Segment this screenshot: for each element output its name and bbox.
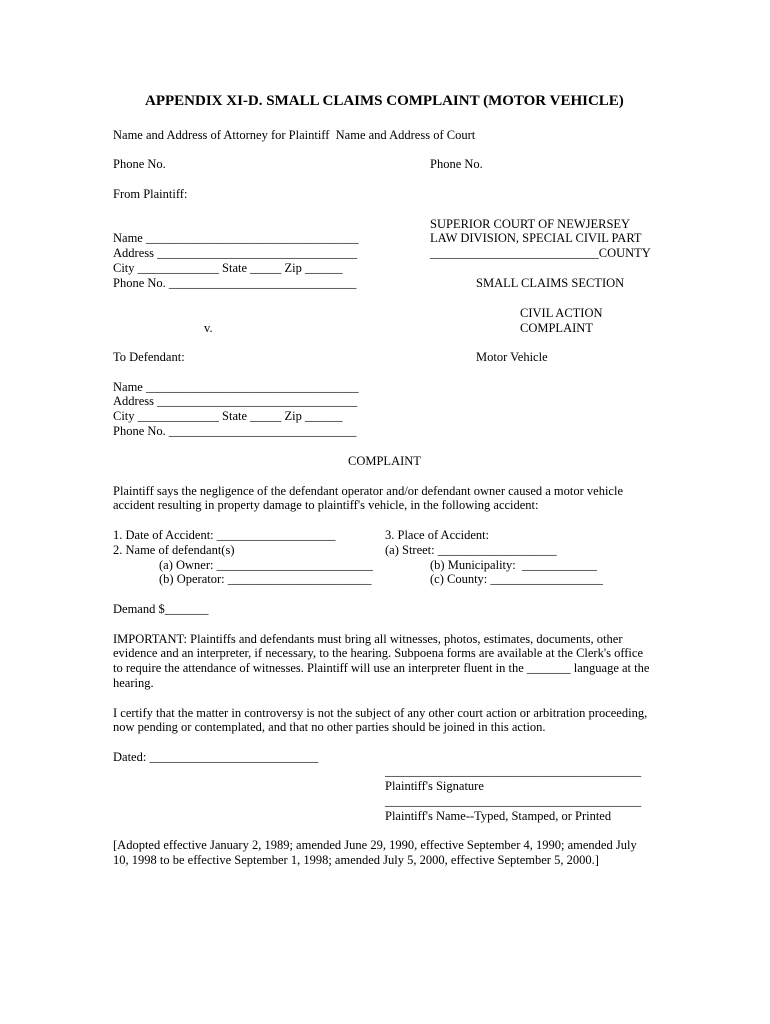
signature-label: Plaintiff's Signature xyxy=(385,779,484,793)
from-plaintiff-label: From Plaintiff: xyxy=(113,187,188,201)
defendants-label: 2. Name of defendant(s) xyxy=(113,543,235,557)
printed-name-label: Plaintiff's Name--Typed, Stamped, or Printed xyxy=(385,809,612,823)
adopted-note-line: [Adopted effective January 2, 1989; amended June 29, 1990, effective September 4, 1990; amended July xyxy=(113,838,637,852)
court-phone: Phone No. xyxy=(430,157,483,171)
complaint-label: COMPLAINT xyxy=(520,321,593,335)
municipality-field[interactable]: (b) Municipality: ____________ xyxy=(430,558,597,572)
defendant-phone-field[interactable]: Phone No. ______________________________ xyxy=(113,424,357,438)
defendant-city-state-zip-field[interactable]: City _____________ State _____ Zip ______ xyxy=(113,409,343,423)
certify-line: now pending or contemplated, and that no other parties should be joined in this action. xyxy=(113,720,546,734)
adopted-note-line: 10, 1998 to be effective September 1, 1998; amended July 5, 2000, effective September 5, 2000.] xyxy=(113,853,599,867)
intro-line-1: Plaintiff says the negligence of the defendant operator and/or defendant owner caused a motor vehicle xyxy=(113,484,623,498)
important-line: evidence and an interpreter, if necessary, to the hearing. Subpoena forms are available at the Clerk's office xyxy=(113,646,643,660)
plaintiff-phone-field[interactable]: Phone No. ______________________________ xyxy=(113,276,357,290)
demand-field[interactable]: Demand $_______ xyxy=(113,602,209,616)
county-field[interactable]: (c) County: __________________ xyxy=(430,572,603,586)
operator-field[interactable]: (b) Operator: _______________________ xyxy=(159,572,372,586)
court-name-line1: SUPERIOR COURT OF NEWJERSEY xyxy=(430,217,631,231)
plaintiff-address-field[interactable]: Address ________________________________ xyxy=(113,246,358,260)
small-claims-section: SMALL CLAIMS SECTION xyxy=(476,276,625,290)
printed-name-line[interactable]: _________________________________________ xyxy=(385,794,642,808)
signature-line[interactable]: _________________________________________ xyxy=(385,764,642,778)
place-of-accident-label: 3. Place of Accident: xyxy=(385,528,490,542)
important-line: to require the attendance of witnesses. Plaintiff will use an interpreter fluent in the _______ language at the xyxy=(113,661,650,675)
defendant-address-field[interactable]: Address ________________________________ xyxy=(113,394,358,408)
complaint-heading: COMPLAINT xyxy=(348,454,421,468)
defendant-name-field[interactable]: Name __________________________________ xyxy=(113,380,359,394)
owner-field[interactable]: (a) Owner: _________________________ xyxy=(159,558,373,572)
certify-line: I certify that the matter in controversy is not the subject of any other court action or arbitration proceeding, xyxy=(113,706,648,720)
street-field[interactable]: (a) Street: ___________________ xyxy=(385,543,557,557)
intro-line-2: accident resulting in property damage to plaintiff's vehicle, in the following accident: xyxy=(113,498,539,512)
important-line: IMPORTANT: Plaintiffs and defendants must bring all witnesses, photos, estimates, documents, other xyxy=(113,632,623,646)
header-line: Name and Address of Attorney for Plaintiff Name and Address of Court xyxy=(113,128,476,142)
civil-action-label: CIVIL ACTION xyxy=(520,306,603,320)
motor-vehicle-label: Motor Vehicle xyxy=(476,350,548,364)
page-title: APPENDIX XI-D. SMALL CLAIMS COMPLAINT (MOTOR VEHICLE) xyxy=(145,93,624,109)
court-county-field[interactable]: ___________________________COUNTY xyxy=(430,246,651,260)
to-defendant-label: To Defendant: xyxy=(113,350,185,364)
plaintiff-name-field[interactable]: Name __________________________________ xyxy=(113,231,359,245)
date-of-accident-field[interactable]: 1. Date of Accident: ___________________ xyxy=(113,528,336,542)
plaintiff-attorney-phone: Phone No. xyxy=(113,157,166,171)
important-line: hearing. xyxy=(113,676,154,690)
court-name-line2: LAW DIVISION, SPECIAL CIVIL PART xyxy=(430,231,642,245)
plaintiff-city-state-zip-field[interactable]: City _____________ State _____ Zip ______ xyxy=(113,261,343,275)
versus-label: v. xyxy=(204,321,213,335)
dated-field[interactable]: Dated: ___________________________ xyxy=(113,750,319,764)
